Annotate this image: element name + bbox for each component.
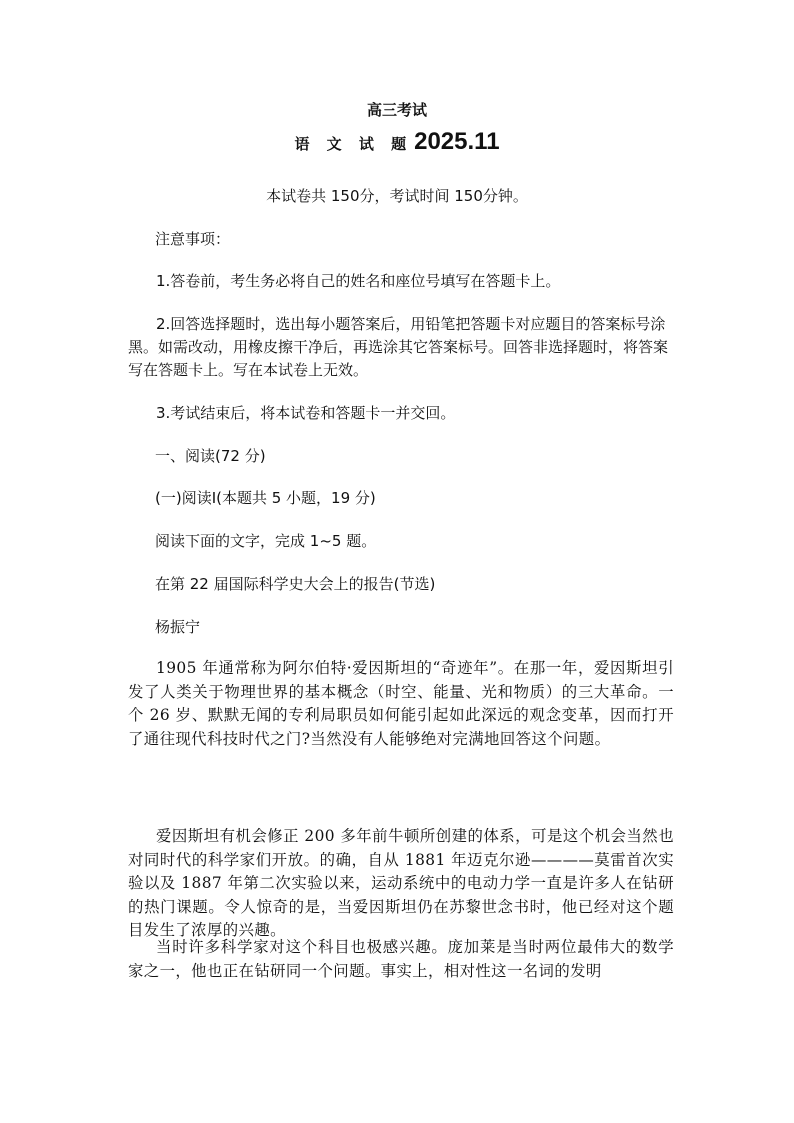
notice-item-1 (128, 270, 674, 293)
article-body-2 (128, 825, 674, 943)
article-body (128, 657, 674, 751)
article-paragraph-2: 爱因斯坦有机会修正 200 多年前牛顿所创建的体系，可是这个机会当然也对同时代的科学家们开放。的确，自从 1881 年迈克尔逊————莫雷首次实验以及 1887 年第二次实验以来，运动系统中的电动力学一直是许多人在钻研的热门课题。令人惊奇的是，当爱因斯坦仍在苏黎世念书时，他已经对这个题目发生了浓厚的兴趣。 (128, 827, 674, 939)
article-paragraph-1: 1905 年通常称为阿尔伯特·爱因斯坦的“奇迹年”。在那一年，爱因斯坦引发了人类关于物理世界的基本概念（时空、能量、光和物质）的三大革命。一个 26 岁、默默无闻的专利局职员如何能引起如此深远的观念变革，因而打开了通往现代科技时代之门?当然没有人能够绝对完满地回答这个问题。 (128, 659, 674, 748)
notice-heading: 注意事项： (155, 230, 231, 248)
exam-date: 2025.11 (414, 128, 500, 155)
notice-item-3 (128, 402, 674, 425)
subject-header (0, 128, 794, 156)
article-author: 杨振宁 (155, 618, 201, 636)
section-title: 一、阅读(72 分) (155, 447, 266, 465)
article-body-3 (128, 936, 674, 983)
notice-item-3-text: 3.考试结束后，将本试卷和答题卡一并交回。 (156, 404, 456, 422)
notice-item-2 (128, 313, 674, 382)
notice-item-1-text: 1.答卷前，考生务必将自己的姓名和座位号填写在答题卡上。 (156, 272, 561, 290)
article-paragraph-3: 当时许多科学家对这个科目也极感兴趣。庞加莱是当时两位最伟大的数学家之一，他也正在钻研同一个问题。事实上，相对性这一名词的发明 (128, 938, 674, 980)
reading-instruction: 阅读下面的文字，完成 1~5 题。 (155, 532, 377, 550)
article-title: 在第 22 届国际科学史大会上的报告(节选) (155, 575, 436, 593)
subject-title: 语 文 试 题 (294, 135, 413, 153)
exam-title: 高三考试 (366, 101, 427, 119)
subsection-title: (一)阅读Ⅰ(本题共 5 小题，19 分) (155, 489, 376, 507)
exam-intro: 本试卷共 150分，考试时间 150分钟。 (266, 187, 528, 205)
notice-item-2-text: 2.回答选择题时，选出每小题答案后，用铅笔把答题卡对应题目的答案标号涂黑。如需改动，用橡皮擦干净后，再选涂其它答案标号。回答非选择题时，将答案写在答题卡上。写在本试卷上无效。 (128, 315, 669, 379)
